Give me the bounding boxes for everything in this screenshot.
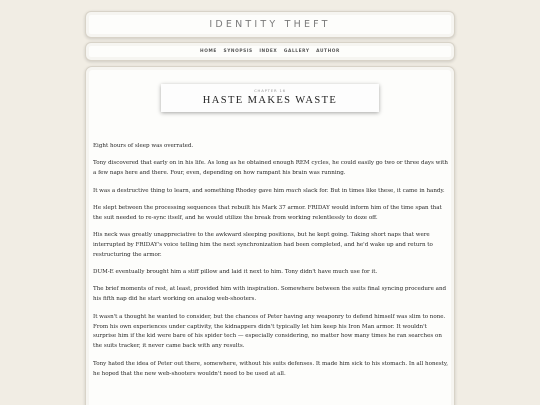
story-paragraph: Tony discovered that early on in his life. As long as he obtained enough REM cycles, he could easily go two or three days with a few naps here and there. Four, even, depending on how rampant his brain was running. [93, 160, 448, 177]
nav-home-link[interactable]: HOME [200, 49, 217, 54]
story-text-run: It was a destructive thing to learn, and something Rhodey gave him [93, 187, 286, 194]
nav-synopsis-link[interactable]: SYNOPSIS [223, 49, 253, 54]
chapter-title: HASTE MAKES WASTE [202, 95, 338, 106]
nav-gallery-link[interactable]: GALLERY [283, 49, 310, 54]
story-paragraph: The brief moments of rest, at least, provided him with inspiration. Somewhere between the suits final syncing procedure and his fifth nap did he start working on analog web-shooters. [93, 286, 447, 303]
story-paragraph: He slept between the processing sequences that rebuilt his Mark 37 armor. FRIDAY would inform him of the time span that the suit needed to re-sync itself, and he would utilize the break from working relentlessly to doze off. [93, 204, 442, 221]
story-emphasis: much [285, 187, 302, 194]
site-title[interactable]: IDENTITY THEFT [209, 19, 331, 30]
chapter-heading [161, 84, 379, 112]
nav-index-link[interactable]: INDEX [259, 49, 278, 54]
chapter-number: CHAPTER 16 [254, 88, 286, 93]
story-paragraph: Eight hours of sleep was overrated. [93, 143, 194, 149]
story-text [93, 142, 450, 387]
story-paragraph: DUM-E eventually brought him a stiff pillow and laid it next to him. Tony didn't have much use for it. [93, 269, 378, 276]
main-nav [85, 42, 455, 61]
story-paragraph: His neck was greatly unappreciative to the awkward sleeping positions, but he kept going. Taking short naps that were interrupted by FRIDAY's voice telling him the next synchronization had been completed, and he'd wake up and return to restructuring the armor. [93, 232, 433, 258]
story-paragraph: Tony hated the idea of Peter out there, somewhere, without his suits defenses. It made him sick to his stomach. In all honesty, he hoped that the new web-shooters wouldn't need to be used at all. [93, 360, 449, 377]
nav-author-link[interactable]: AUTHOR [316, 49, 340, 54]
site-header [85, 11, 455, 38]
story-text-run: slack for. But in times like these, it came in handy. [301, 187, 445, 194]
chapter-content [85, 66, 455, 405]
story-paragraph: It wasn't a thought he wanted to consider, but the chances of Peter having any weaponry to defend himself was slim to none. From his own experiences under captivity, the kidnappers didn't typically let him keep his Iron Man armor. It wouldn't surprise him if the kid were bare of his spider tech — especially considering, no matter how many times he ran searches on the suits tracker, it never came back with any results. [93, 313, 446, 350]
story-paragraph [93, 187, 450, 197]
